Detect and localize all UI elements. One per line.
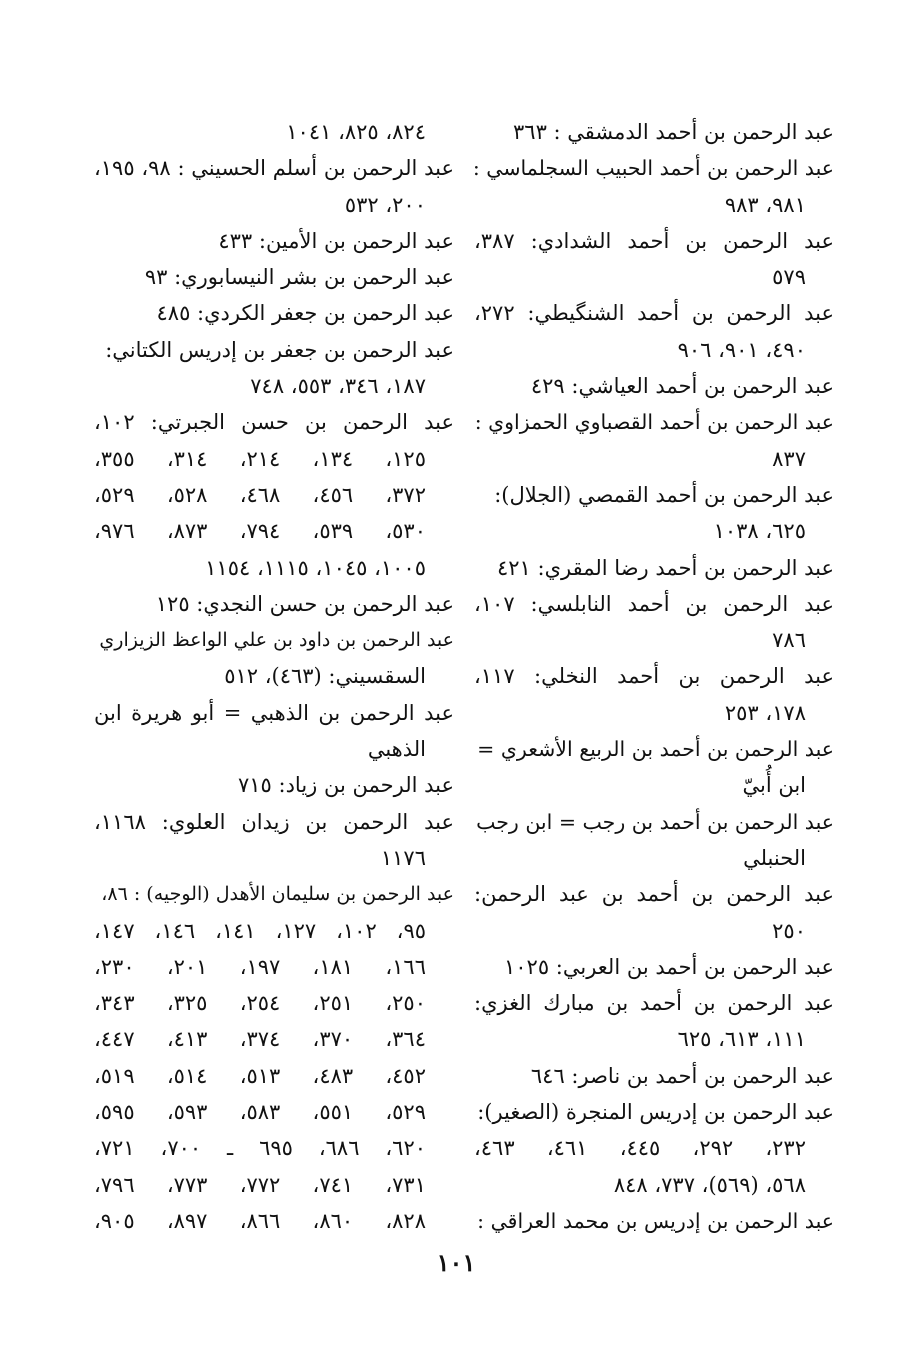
index-line: ١٧٨، ٢٥٣ (724, 700, 806, 725)
index-line: عبد الرحمن بن أحمد بن العربي: ١٠٢٥ (503, 954, 834, 979)
index-line: عبد الرحمن بن أحمد رضا المقري: ٤٢١ (497, 555, 834, 580)
index-line: عبد الرحمن بن أحمد العياشي: ٤٢٩ (530, 374, 834, 399)
index-line: ١٠٠٥، ١٠٤٥، ١١١٥، ١١٥٤ (205, 555, 426, 580)
index-line: الذهبي (367, 737, 426, 762)
index-line: عبد الرحمن بن الأمين: ٤٣٣ (218, 228, 454, 253)
index-line: ٨٢٤، ٨٢٥، ١٠٤١ (286, 120, 426, 144)
index-line: ١٢٥، ١٣٤، ٢١٤، ٣١٤، ٣٥٥، (94, 446, 426, 471)
index-line: عبد الرحمن بن إدريس بن محمد العراقي : (477, 1208, 834, 1233)
index-line: عبد الرحمن بن بشر النيسابوري: ٩٣ (144, 265, 454, 290)
index-line: ٤٩٠، ٩٠١، ٩٠٦ (677, 337, 806, 362)
index-line: ٧٨٦ (772, 628, 806, 653)
index-line: ١٨٧، ٣٤٦، ٥٥٣، ٧٤٨ (250, 374, 426, 399)
index-line: عبد الرحمن بن زياد: ٧١٥ (237, 773, 454, 798)
index-line: عبد الرحمن بن أحمد بن رجب = ابن رجب (476, 809, 834, 834)
index-line: عبد الرحمن بن الذهبي = أبو هريرة ابن (94, 700, 454, 725)
index-line: الحنبلي (743, 845, 806, 870)
index-line: ٢٥٠، ٢٥١، ٢٥٤، ٣٢٥، ٣٤٣، (94, 991, 426, 1016)
index-line: عبد الرحمن بن سليمان الأهدل (الوجيه) : ٨٦، (101, 883, 454, 906)
index-line: عبد الرحمن بن أحمد القصباوي الحمزاوي : (474, 410, 834, 435)
index-line: السقسيني: (٤٦٣)، ٥١٢ (224, 664, 426, 689)
index-line: عبد الرحمن بن أحمد الشدادي: ٣٨٧، (474, 228, 834, 253)
index-line: ٩٥، ١٠٢، ١٢٧، ١٤١، ١٤٦، ١٤٧، (94, 918, 426, 943)
index-line: ٧٣١، ٧٤١، ٧٧٢، ٧٧٣، ٧٩٦، (94, 1172, 426, 1197)
index-line: ٦٢٥، ١٠٣٨ (713, 519, 806, 544)
index-line: عبد الرحمن بن أحمد الشنگيطي: ٢٧٢، (474, 301, 834, 326)
index-column-left (94, 114, 454, 1239)
index-line: ٥٣٠، ٥٣٩، ٧٩٤، ٨٧٣، ٩٧٦، (94, 519, 426, 544)
index-line: ١١٧٦ (380, 845, 426, 870)
index-line: عبد الرحمن بن أحمد بن الربيع الأشعري = (477, 737, 834, 762)
index-line: عبد الرحمن بن أحمد الحبيب السجلماسي : (472, 156, 834, 181)
index-line: عبد الرحمن بن أحمد بن عبد الرحمن: (474, 882, 834, 907)
index-column-right (474, 114, 834, 1239)
index-line: عبد الرحمن بن أحمد النابلسي: ١٠٧، (474, 591, 834, 616)
index-line: ٨٣٧ (772, 446, 806, 471)
page-number: ١٠١ (436, 1248, 476, 1277)
index-line: عبد الرحمن بن زيدان العلوي: ١١٦٨، (94, 809, 454, 834)
index-line: عبد الرحمن بن أحمد بن ناصر: ٦٤٦ (530, 1063, 834, 1088)
index-line: ٦٢٠، ٦٨٦، ٦٩٥ ـ ٧٠٠، ٧٢١، (94, 1136, 427, 1161)
index-line: ٢٥٠ (772, 918, 806, 943)
index-line: ٥٦٨، (٥٦٩)، ٧٣٧، ٨٤٨ (613, 1172, 806, 1197)
index-line: عبد الرحمن بن حسن النجدي: ١٢٥ (155, 591, 454, 616)
index-line: عبد الرحمن بن داود بن علي الواعظ الزيزاري (99, 629, 454, 652)
index-line: ابن أُبيّ (742, 773, 806, 798)
index-line: ١١١، ٦١٣، ٦٢٥ (677, 1027, 806, 1052)
index-line: ٢٣٢، ٢٩٢، ٤٤٥، ٤٦١، ٤٦٣، (474, 1136, 806, 1161)
index-line: عبد الرحمن بن أحمد بن مبارك الغزي: (474, 991, 834, 1016)
index-line: عبد الرحمن بن أسلم الحسيني : ٩٨، ١٩٥، (94, 156, 454, 181)
index-line: ٣٧٢، ٤٥٦، ٤٦٨، ٥٢٨، ٥٢٩، (94, 482, 426, 507)
index-line: عبد الرحمن بن أحمد القمصي (الجلال): (494, 482, 834, 507)
index-line: عبد الرحمن بن جعفر بن إدريس الكتاني: (105, 337, 454, 362)
index-line: عبد الرحمن بن أحمد الدمشقي : ٣٦٣ (513, 120, 834, 144)
index-line: عبد الرحمن بن جعفر الكردي: ٤٨٥ (156, 301, 454, 326)
index-line: ٢٠٠، ٥٣٢ (344, 192, 426, 217)
index-line: ٥٧٩ (772, 265, 806, 290)
index-line: ٤٥٢، ٤٨٣، ٥١٣، ٥١٤، ٥١٩، (94, 1063, 426, 1088)
index-line: ٩٨١، ٩٨٣ (724, 192, 806, 217)
index-line: عبد الرحمن بن حسن الجبرتي: ١٠٢، (94, 410, 454, 435)
index-line: عبد الرحمن بن أحمد النخلي: ١١٧، (474, 664, 834, 689)
index-line: عبد الرحمن بن إدريس المنجرة (الصغير): (477, 1100, 834, 1125)
index-line: ١٦٦، ١٨١، ١٩٧، ٢٠١، ٢٣٠، (94, 954, 426, 979)
index-line: ٨٢٨، ٨٦٠، ٨٦٦، ٨٩٧، ٩٠٥، (94, 1208, 426, 1233)
index-line: ٥٢٩، ٥٥١، ٥٨٣، ٥٩٣، ٥٩٥، (94, 1100, 426, 1125)
index-line: ٣٦٤، ٣٧٠، ٣٧٤، ٤١٣، ٤٤٧، (94, 1027, 426, 1052)
